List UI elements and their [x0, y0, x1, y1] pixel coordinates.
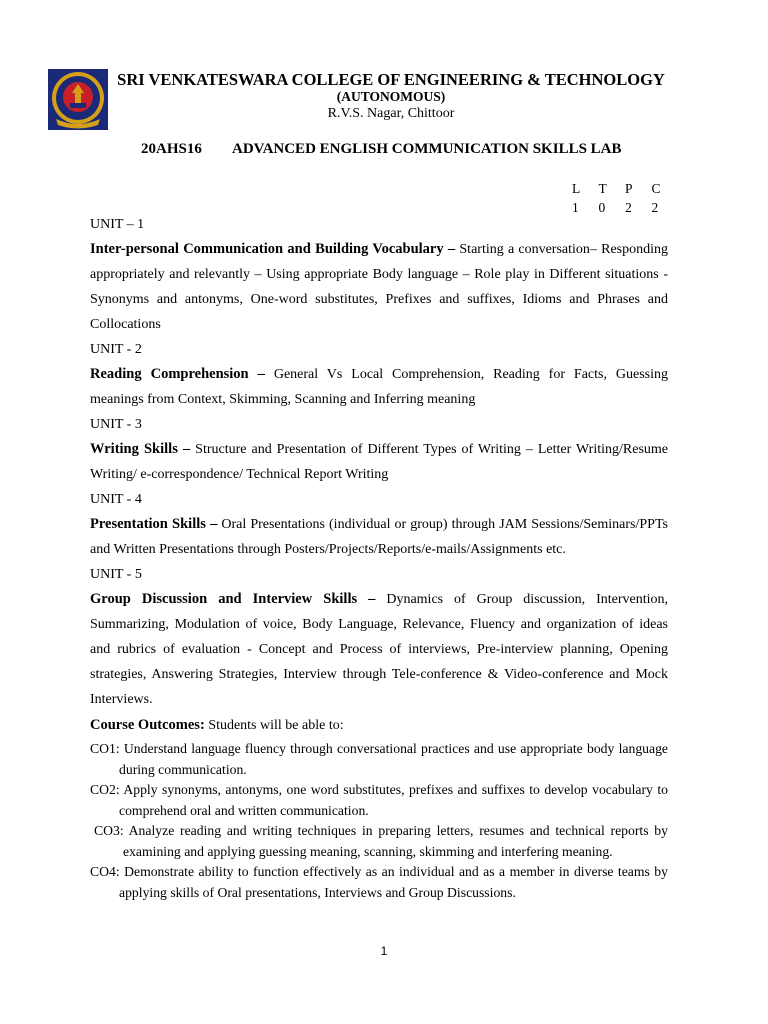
unit-label: UNIT - 5	[90, 567, 142, 582]
ltpc-table	[572, 180, 678, 216]
unit-description	[90, 587, 668, 712]
course-outcome-item: CO1: Understand language fluency through conversational practices and use appropriate body language during communication.	[90, 741, 668, 777]
syllabus-body	[90, 212, 668, 903]
unit-label: UNIT - 3	[90, 417, 142, 432]
ltpc-value: 0	[598, 200, 606, 215]
course-title: ADVANCED ENGLISH COMMUNICATION SKILLS LAB	[232, 141, 622, 157]
page-number: 1	[380, 944, 388, 958]
ltpc-value: 1	[572, 200, 579, 215]
unit-label: UNIT - 2	[90, 342, 142, 357]
course-outcome-item: CO4: Demonstrate ability to function effectively as an individual and as a member in diverse teams by applying skills of Oral presentations, Interviews and Group Discussions.	[90, 864, 668, 900]
unit-description	[90, 362, 668, 412]
unit-description	[90, 237, 668, 337]
unit-text: Dynamics of Group discussion, Intervention, Summarizing, Modulation of voice, Body Language, Relevance, Fluency and organization of ideas and rubrics of evaluation - Concept and Process of interviews, Pre-interview planning, Opening strategies, Answering Strategies, Interview through Tele-conference & Video-conference and Mock Interviews.	[90, 592, 668, 707]
autonomous-status: (AUTONOMOUS)	[336, 89, 446, 104]
outcomes-title: Course Outcomes:	[90, 717, 205, 733]
unit-description	[90, 437, 668, 487]
ltpc-value: 2	[651, 200, 659, 215]
college-name: SRI VENKATESWARA COLLEGE OF ENGINEERING & TECHNOLOGY	[117, 70, 665, 89]
unit-title: Writing Skills –	[90, 441, 191, 457]
outcomes-intro: Students will be able to:	[204, 718, 344, 733]
unit-title: Inter-personal Communication and Building Vocabulary –	[90, 241, 456, 257]
college-address: R.V.S. Nagar, Chittoor	[327, 106, 455, 121]
unit-description	[90, 512, 668, 562]
ltpc-header: L	[572, 181, 581, 196]
unit-title: Reading Comprehension –	[90, 366, 265, 382]
ltpc-header: T	[598, 181, 607, 196]
ltpc-value: 2	[625, 200, 632, 215]
unit-text: General Vs Local Comprehension, Reading for Facts, Guessing meanings from Context, Skimming, Scanning and Inferring meaning	[90, 367, 668, 407]
unit-label: UNIT - 4	[90, 492, 142, 507]
ltpc-header: P	[625, 181, 633, 196]
course-outcome-item: CO2: Apply synonyms, antonyms, one word substitutes, prefixes and suffixes to develop vocabulary to comprehend oral and written communication.	[90, 782, 668, 818]
unit-text: Oral Presentations (individual or group) through JAM Sessions/Seminars/PPTs and Written Presentations through Posters/Projects/Reports/e-mails/Assignments etc.	[90, 517, 668, 557]
unit-title: Presentation Skills –	[90, 516, 218, 532]
unit-text: Structure and Presentation of Different Types of Writing – Letter Writing/Resume Writing/ e-correspondence/ Technical Report Writing	[90, 442, 668, 482]
course-outcome-item: CO3: Analyze reading and writing techniques in preparing letters, resumes and technical reports by examining and applying guessing meaning, scanning, skimming and interfering meaning.	[94, 823, 668, 859]
ltpc-header: C	[651, 181, 661, 196]
course-code: 20AHS16	[141, 141, 202, 157]
unit-label: UNIT – 1	[90, 217, 145, 232]
course-outcomes-heading	[90, 712, 668, 739]
unit-text: Starting a conversation– Responding appropriately and relevantly – Using appropriate Body language – Role play in Different situations - Synonyms and antonyms, One-word substitutes, Prefixes and suffixes, Idioms and Phrases and Collocations	[90, 242, 669, 332]
unit-title: Group Discussion and Interview Skills –	[90, 591, 376, 607]
